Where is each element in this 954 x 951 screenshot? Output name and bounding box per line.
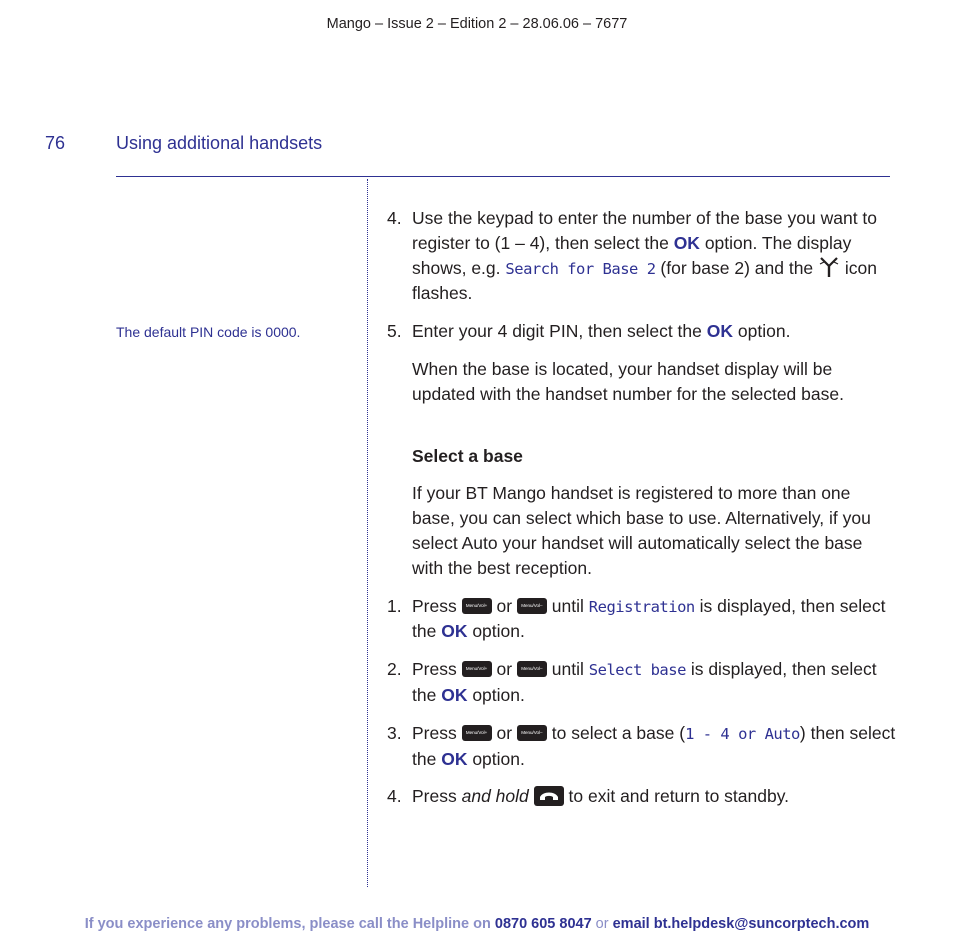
step-text: Press Menu/Vol+ or Menu/Vol– to select a base (1 - 4 or Auto) then select the OK option. [412,722,896,769]
ok-label: OK [441,621,468,642]
display-text: Select base [588,661,686,680]
display-text: Registration [588,597,695,616]
page-number: 76 [45,133,66,153]
main-content [387,206,897,809]
helpdesk-email: email bt.helpdesk@suncorptech.com [612,916,870,932]
display-text: Search for Base 2 [505,259,656,278]
step-text: Enter your 4 digit PIN, then select the OK option. [412,321,791,342]
ok-label: OK [441,748,468,769]
subheading-select-base: Select a base [412,445,523,466]
header-rule [116,176,890,177]
menu-vol-up-button-icon: Menu/Vol+ [462,661,492,677]
step-number: 4. [387,208,402,228]
select-step-2 [387,657,897,708]
select-step-4 [387,784,897,809]
step-text: Press Menu/Vol+ or Menu/Vol– until Registration is displayed, then select the OK option. [412,595,886,642]
base-located-paragraph: When the base is located, your handset display will be updated with the handset number for the selected base. [412,358,844,404]
select-step-3 [387,721,897,772]
ok-label: OK [673,232,700,253]
ok-label: OK [441,684,468,705]
step-text: Press Menu/Vol+ or Menu/Vol– until Select base is displayed, then select the OK option. [412,659,877,705]
menu-vol-down-button-icon: Menu/Vol– [517,725,547,741]
step-number: 2. [387,659,402,680]
footer-helpline: If you experience any problems, please call the Helpline on 0870 605 8047 or email bt.helpdesk@suncorptech.com [84,916,870,932]
phone-hangup-icon [539,790,559,802]
antenna-icon [818,257,840,277]
display-text: 1 - 4 or Auto [685,724,800,743]
menu-vol-up-button-icon: Menu/Vol+ [462,725,492,741]
step-text: Press and hold to exit and return to standby. [412,786,790,807]
register-step-5 [387,319,897,344]
helpline-phone: 0870 605 8047 [494,916,592,932]
register-step-4 [387,206,897,306]
step-number: 3. [387,722,402,743]
section-title: Using additional handsets [116,133,323,153]
ok-label: OK [706,321,734,342]
document-header: Mango – Issue 2 – Edition 2 – 28.06.06 – 7677 [326,16,628,32]
menu-vol-down-button-icon: Menu/Vol– [517,661,547,677]
select-base-paragraph: If your BT Mango handset is registered to more than one base, you can select which base to use. Alternatively, if you select Auto your handset will automatically select the base with the best reception. [412,483,871,578]
end-call-button-icon [534,786,564,806]
select-step-1 [387,594,897,645]
menu-vol-down-button-icon: Menu/Vol– [517,598,547,614]
step-number: 1. [387,595,402,616]
column-divider [367,179,368,887]
side-note: The default PIN code is 0000. [116,324,301,340]
menu-vol-up-button-icon: Menu/Vol+ [462,598,492,614]
step-text: Use the keypad to enter the number of the base you want to register to (1 – 4), then select the OK option. The display shows, e.g. Search for Base 2 (for base 2) and the icon flashes. [412,208,878,304]
step-number: 5. [387,321,402,342]
step-number: 4. [387,786,402,807]
